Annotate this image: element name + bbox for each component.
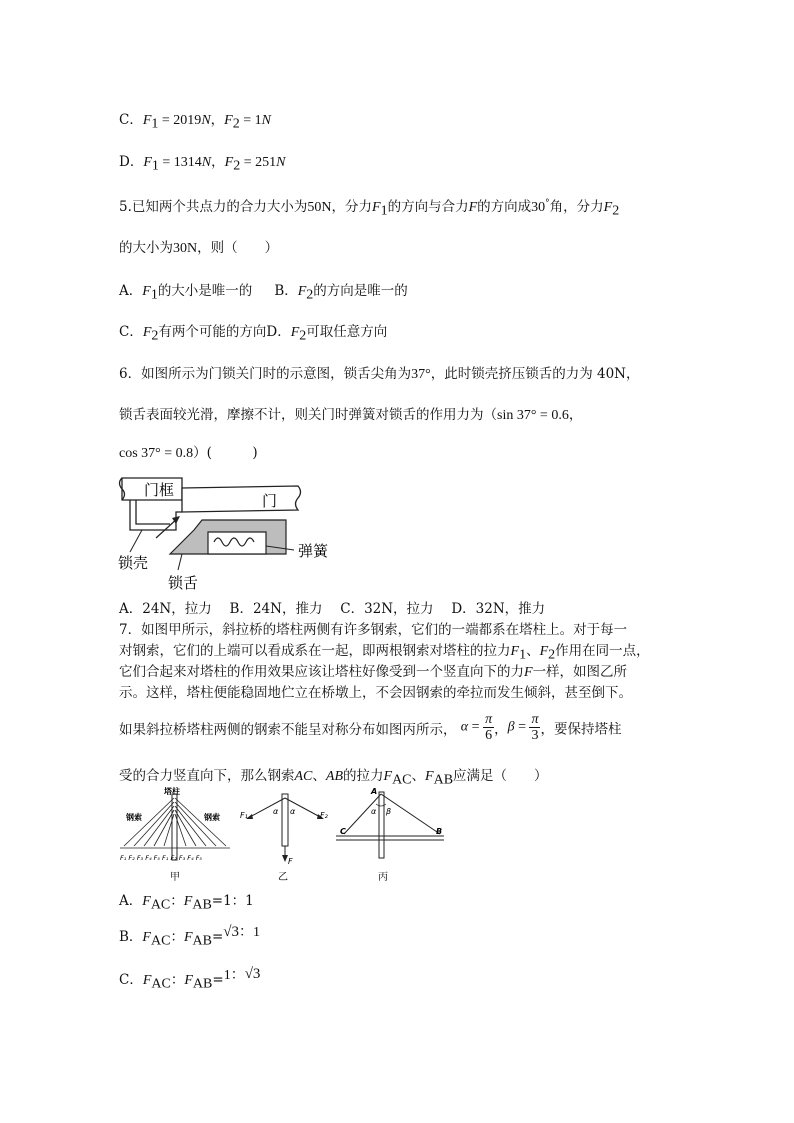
q4-option-d: D．$F_1 = 1314N$，$F_2 = 251N$ bbox=[119, 154, 286, 174]
q7-line4: 示。这样，塔柱便能稳固地伫立在桥墩上，不会因钢索的牵拉而发生倾斜，甚至倒下。 bbox=[119, 685, 632, 701]
label-beta: β bbox=[386, 807, 392, 816]
label-f2: F₂ bbox=[320, 811, 328, 820]
label-alpha-left: α bbox=[273, 807, 279, 816]
label-door-frame: 门框 bbox=[144, 481, 175, 499]
figure-bing bbox=[336, 787, 444, 883]
q7-line1: 7．如图甲所示，斜拉桥的塔柱两侧有许多钢索，它们的一端都系在塔柱上。对于每一 bbox=[119, 622, 628, 638]
q7-line5: 如果斜拉桥塔柱两侧的钢索不能呈对称分布如图丙所示， α = $\frac{\pi}{6}$ ，β = $\frac{\pi}{3}$ ，要保持塔柱 bbox=[119, 712, 622, 743]
label-f1: F₁ bbox=[240, 811, 248, 820]
caption-jia: 甲 bbox=[170, 872, 180, 883]
q5-stem-line2: 的大小为30N，则（ ） bbox=[119, 240, 279, 256]
q7-option-c: C．$F_{AC}$：$F_{AB}=1$：√3 bbox=[119, 966, 261, 992]
label-alpha-right: α bbox=[290, 807, 296, 816]
q6-options: A．24N，拉力 B．24N，推力 C．32N，拉力 D．32N，推力 bbox=[119, 601, 546, 617]
label-alpha: α bbox=[371, 807, 377, 816]
q5-stem-line1: 5.已知两个共点力的合力大小为50N，分力$F_1$的方向与合力F的方向成30°角，分力$F_2$ bbox=[119, 198, 620, 219]
bridge-figures bbox=[118, 784, 478, 884]
figure-yi bbox=[240, 794, 329, 883]
q7-option-b: B．$F_{AC}$：$F_{AB}=√3$：1 bbox=[119, 924, 260, 949]
q7-line2: 对钢索，它们的上端可以看成系在一起，即两根钢索对塔柱的拉力$F_1$、$F_2$作用在同一点， bbox=[119, 643, 650, 663]
q7-line3: 它们合起来对塔柱的作用效果应该让塔柱好像受到一个竖直向下的力F一样，如图乙所 bbox=[119, 664, 628, 680]
q6-stem-line2: 锁舌表面较光滑，摩擦不计，则关门时弹簧对锁舌的作用力为（sin 37° = 0.6， bbox=[119, 407, 583, 423]
label-cable-left: 钢索 bbox=[126, 813, 142, 822]
q7-option-a: A．$F_{AC}$：$F_{AB}=1$：1 bbox=[119, 893, 254, 913]
q6-stem-line3: cos 37° = 0.8）( ) bbox=[119, 445, 258, 461]
label-cable-right: 钢索 bbox=[204, 813, 220, 822]
label-f: F bbox=[288, 857, 293, 866]
q5-options-ab: A．$F_1$的大小是唯一的 B．$F_2$的方向是唯一的 bbox=[119, 283, 408, 303]
label-b-point: B bbox=[436, 827, 443, 836]
caption-yi: 乙 bbox=[278, 872, 288, 883]
label-a-point: A bbox=[371, 787, 378, 796]
q4-option-c: C．$F_1 = 2019N$，$F_2 = 1N$ bbox=[119, 112, 271, 132]
label-door: 门 bbox=[262, 492, 278, 510]
q7-line6: 受的合力竖直向下，那么钢索AC、AB的拉力$F_{AC}$、$F_{AB}$应满足（ ） bbox=[119, 768, 548, 788]
label-spring: 弹簧 bbox=[298, 542, 329, 560]
caption-bing: 丙 bbox=[378, 872, 388, 883]
q6-stem-line1: 6．如图所示为门锁关门时的示意图，锁舌尖角为37°，此时锁壳挤压锁舌的力为 40N， bbox=[119, 366, 640, 382]
door-lock-figure bbox=[116, 472, 346, 602]
label-tower: 塔柱 bbox=[164, 787, 180, 796]
door-block bbox=[182, 486, 301, 512]
label-forces: F₁ F₂ F₃ F₄ F₅ F₁ F₂ F₃ F₄ F₅ bbox=[120, 854, 203, 862]
label-lock-shell: 锁壳 bbox=[118, 554, 149, 572]
label-lock-tongue: 锁舌 bbox=[168, 574, 199, 592]
label-c-point: C bbox=[340, 827, 346, 836]
figure-jia bbox=[120, 786, 230, 883]
lock-shell bbox=[130, 500, 182, 530]
q5-options-cd: C．$F_2$有两个可能的方向D．$F_2$可取任意方向 bbox=[119, 324, 388, 344]
